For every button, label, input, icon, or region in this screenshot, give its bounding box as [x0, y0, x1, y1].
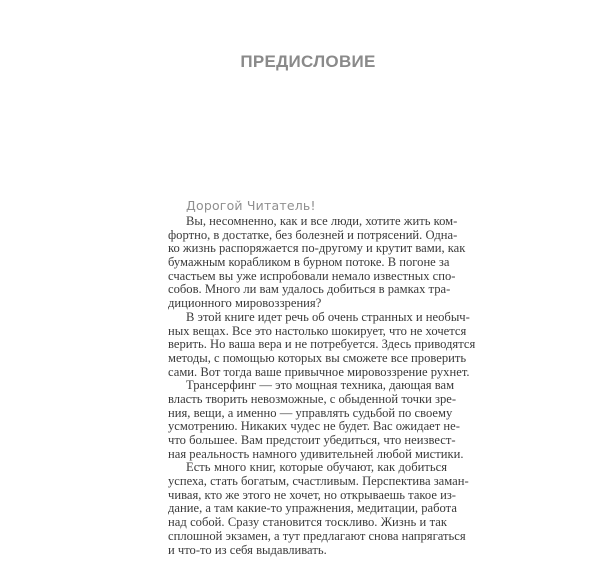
- text-line: собов. Много ли вам удалось добиться в рамках тра-: [168, 282, 451, 297]
- text-line: ная реальность намного удивительней любой мистики.: [168, 446, 464, 461]
- text-line: методы, с помощью которых вы сможете все проверить: [168, 350, 467, 365]
- text-line: Есть много книг, которые обучают, как добиться: [186, 460, 447, 475]
- paragraph: [168, 460, 469, 557]
- text-line: и что-то из себя выдавливать.: [168, 542, 327, 557]
- text-line: сплошной экзамен, а тут предлагают снова напрягаться: [168, 528, 466, 543]
- text-line: ко жизнь распоряжается по-другому и крутит вами, как: [168, 241, 466, 256]
- page-title: ПРЕДИСЛОВИЕ: [240, 52, 376, 71]
- text-line: Вы, несомненно, как и все люди, хотите жить ком-: [186, 214, 458, 228]
- text-line: верить. Но ваша вера и не потребуется. Здесь приводятся: [168, 337, 476, 352]
- salutation: Дорогой Читатель!: [186, 198, 316, 213]
- text-line: ния, вещи, а именно — управлять судьбой по своему: [168, 405, 453, 420]
- paragraph: [168, 378, 464, 461]
- body-text: [168, 214, 476, 557]
- text-line: бумажным корабликом в бурном потоке. В погоне за: [168, 255, 450, 270]
- text-line: над собой. Сразу становится тоскливо. Жизнь и так: [168, 515, 447, 530]
- text-line: что большее. Вам предстоит убедиться, что неизвест-: [168, 433, 456, 447]
- text-line: счастьем вы уже испробовали немало известных спо-: [168, 268, 456, 283]
- text-line: В этой книге идет речь об очень странных и необыч-: [186, 309, 470, 324]
- text-line: фортно, в достатке, без болезней и потрясений. Однa-: [168, 227, 458, 242]
- text-line: власть творить невозможные, с обыденной точки зре-: [168, 391, 457, 406]
- text-line: ных вещах. Все это настолько шокирует, что не хочется: [168, 323, 467, 338]
- text-line: Трансерфинг — это мощная техника, дающая вам: [186, 378, 455, 393]
- text-line: успеха, стать богатым, счастливым. Перспектива заман-: [168, 474, 469, 489]
- text-line: чивая, кто же этого не хочет, но открываешь такое из-: [168, 487, 456, 502]
- paragraph: [168, 214, 466, 311]
- paragraph: [168, 309, 476, 379]
- text-line: дание, а там какие-то упражнения, медитации, работа: [168, 501, 457, 516]
- text-line: диционного мировоззрения?: [168, 296, 322, 311]
- text-line: сами. Вот тогда ваше привычное мировоззрение рухнет.: [168, 364, 470, 379]
- text-line: усмотрению. Никаких чудес не будет. Вас ожидает не-: [168, 419, 460, 434]
